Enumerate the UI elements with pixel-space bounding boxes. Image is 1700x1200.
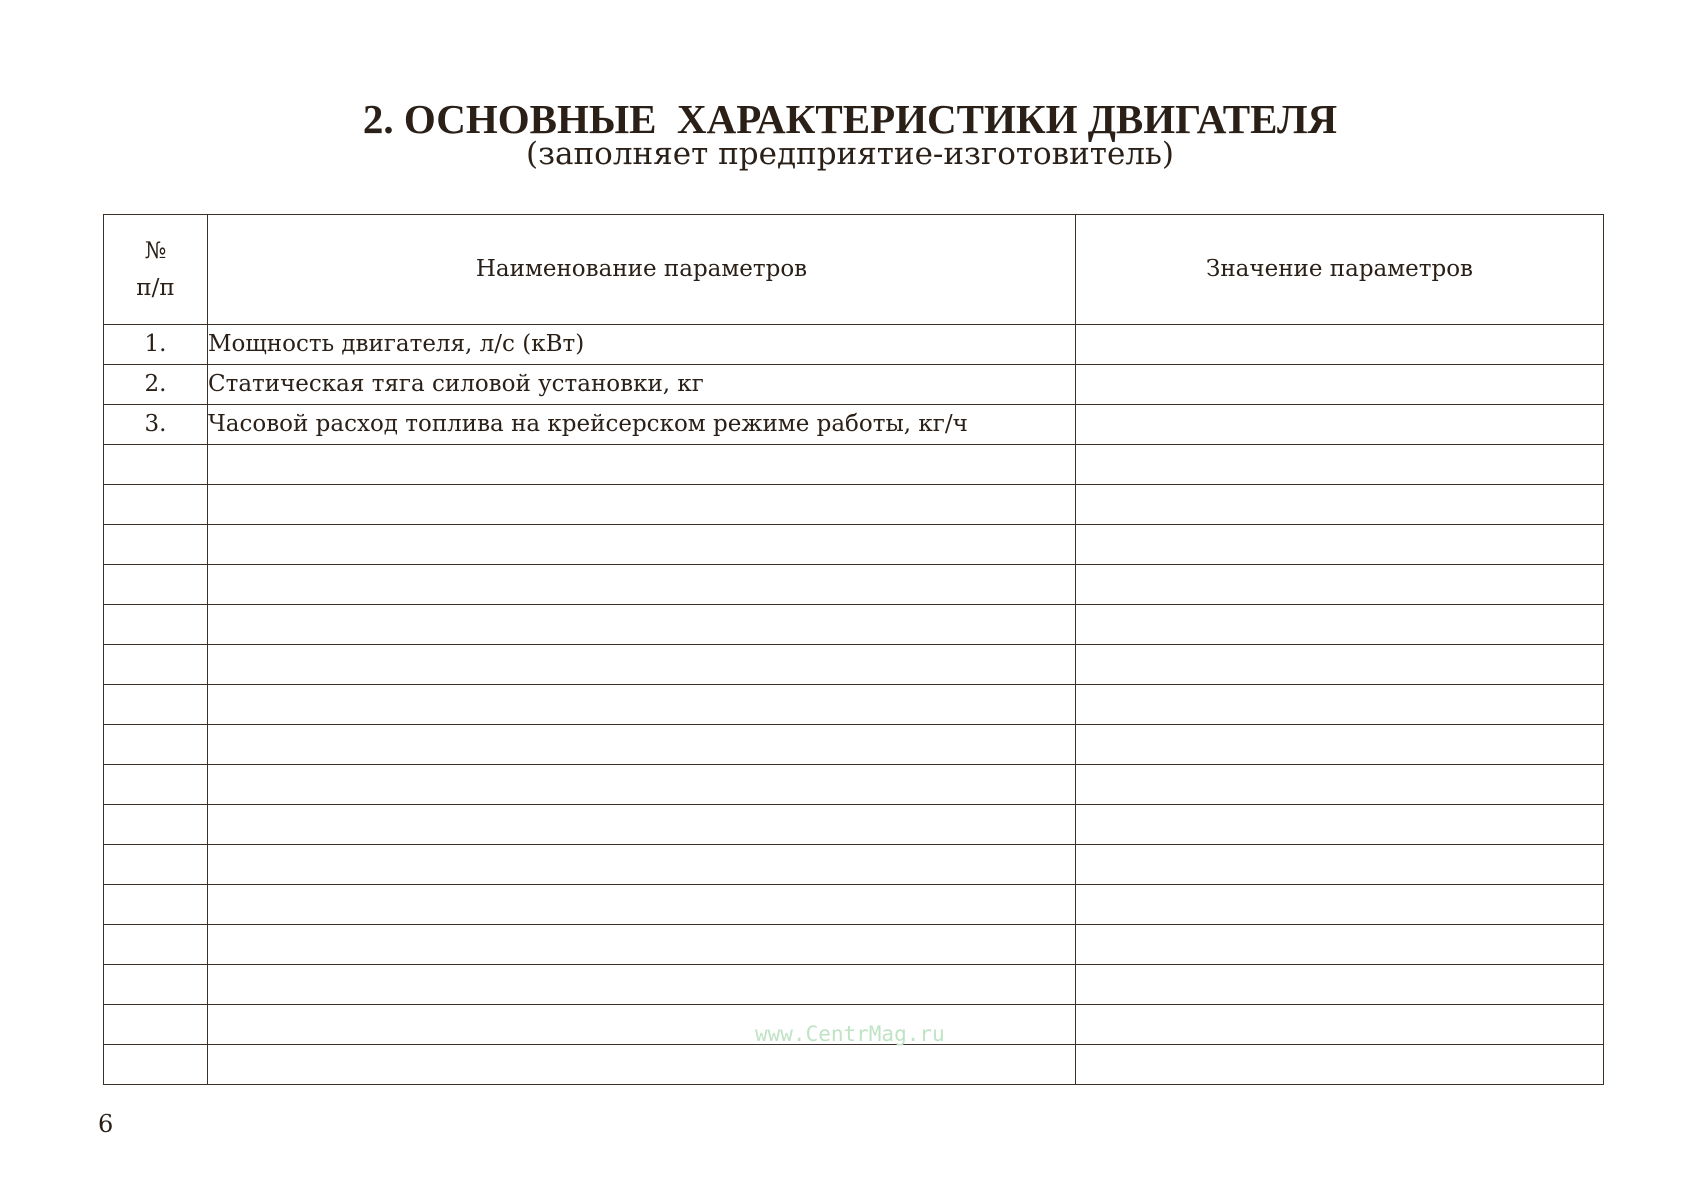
parameter-value-cell[interactable]: [1076, 325, 1604, 365]
table-row: [104, 805, 1604, 845]
parameter-value-cell[interactable]: [1076, 885, 1604, 925]
table-row: [104, 765, 1604, 805]
parameter-name-cell: [208, 725, 1076, 765]
row-number-cell: [104, 525, 208, 565]
row-number-cell: [104, 645, 208, 685]
parameter-value-cell[interactable]: [1076, 845, 1604, 885]
parameter-value-cell[interactable]: [1076, 565, 1604, 605]
parameter-name-cell: [208, 885, 1076, 925]
table-row: [104, 725, 1604, 765]
table-row: [104, 525, 1604, 565]
parameter-name-cell: [208, 525, 1076, 565]
table-header-row: [104, 215, 1604, 325]
parameter-value-cell[interactable]: [1076, 525, 1604, 565]
parameter-name-cell: [208, 565, 1076, 605]
row-number-cell: [104, 925, 208, 965]
parameter-value-cell[interactable]: [1076, 605, 1604, 645]
header-parameter-value: Значение параметров: [1076, 215, 1604, 325]
row-number-cell: 2.: [104, 365, 208, 405]
row-number-cell: [104, 605, 208, 645]
header-parameter-name: Наименование параметров: [208, 215, 1076, 325]
table-row: [104, 605, 1604, 645]
table-row: [104, 365, 1604, 405]
parameter-name-cell: [208, 765, 1076, 805]
table-row: [104, 405, 1604, 445]
table-row: [104, 645, 1604, 685]
parameter-name-cell: Часовой расход топлива на крейсерском режиме работы, кг/ч: [208, 405, 1076, 445]
parameter-name-cell: [208, 805, 1076, 845]
table-body: [104, 325, 1604, 1085]
parameter-value-cell[interactable]: [1076, 1045, 1604, 1085]
table-row: [104, 1045, 1604, 1085]
table-row: [104, 925, 1604, 965]
parameter-value-cell[interactable]: [1076, 405, 1604, 445]
page-number: 6: [98, 1110, 114, 1138]
parameter-value-cell[interactable]: [1076, 685, 1604, 725]
table-row: [104, 845, 1604, 885]
row-number-cell: [104, 845, 208, 885]
parameter-name-cell: [208, 645, 1076, 685]
watermark: www.CentrMag.ru: [755, 1022, 945, 1046]
table-row: [104, 885, 1604, 925]
parameter-value-cell[interactable]: [1076, 1005, 1604, 1045]
row-number-cell: [104, 1005, 208, 1045]
parameter-value-cell[interactable]: [1076, 645, 1604, 685]
header-number: [104, 215, 208, 325]
parameter-value-cell[interactable]: [1076, 445, 1604, 485]
row-number-cell: 3.: [104, 405, 208, 445]
table-row: [104, 565, 1604, 605]
row-number-cell: [104, 885, 208, 925]
row-number-cell: [104, 725, 208, 765]
row-number-cell: 1.: [104, 325, 208, 365]
row-number-cell: [104, 765, 208, 805]
parameter-value-cell[interactable]: [1076, 805, 1604, 845]
parameter-name-cell: Статическая тяга силовой установки, кг: [208, 365, 1076, 405]
parameter-name-cell: [208, 1005, 1076, 1045]
parameter-name-cell: [208, 845, 1076, 885]
parameter-name-cell: [208, 685, 1076, 725]
parameter-name-cell: [208, 605, 1076, 645]
header-number-label: п/п: [136, 274, 175, 301]
parameter-name-cell: [208, 485, 1076, 525]
row-number-cell: [104, 685, 208, 725]
row-number-cell: [104, 805, 208, 845]
parameter-name-cell: Мощность двигателя, л/с (кВт): [208, 325, 1076, 365]
parameter-value-cell[interactable]: [1076, 365, 1604, 405]
parameter-value-cell[interactable]: [1076, 765, 1604, 805]
parameter-value-cell[interactable]: [1076, 925, 1604, 965]
engine-parameters-table: [103, 214, 1604, 1085]
section-title: 2. ОСНОВНЫЕ ХАРАКТЕРИСТИКИ ДВИГАТЕЛЯ: [362, 96, 1338, 142]
section-subtitle: (заполняет предприятие-изготовитель): [526, 136, 1174, 172]
table-row: [104, 685, 1604, 725]
row-number-cell: [104, 445, 208, 485]
row-number-cell: [104, 965, 208, 1005]
parameter-name-cell: [208, 965, 1076, 1005]
parameter-value-cell[interactable]: [1076, 725, 1604, 765]
table-row: [104, 485, 1604, 525]
row-number-cell: [104, 1045, 208, 1085]
parameter-name-cell: [208, 1045, 1076, 1085]
parameter-name-cell: [208, 445, 1076, 485]
parameter-name-cell: [208, 925, 1076, 965]
table-row: [104, 325, 1604, 365]
table-row: [104, 965, 1604, 1005]
table-row: [104, 445, 1604, 485]
row-number-cell: [104, 565, 208, 605]
parameter-value-cell[interactable]: [1076, 485, 1604, 525]
row-number-cell: [104, 485, 208, 525]
header-number-symbol: №: [144, 237, 167, 264]
parameter-value-cell[interactable]: [1076, 965, 1604, 1005]
